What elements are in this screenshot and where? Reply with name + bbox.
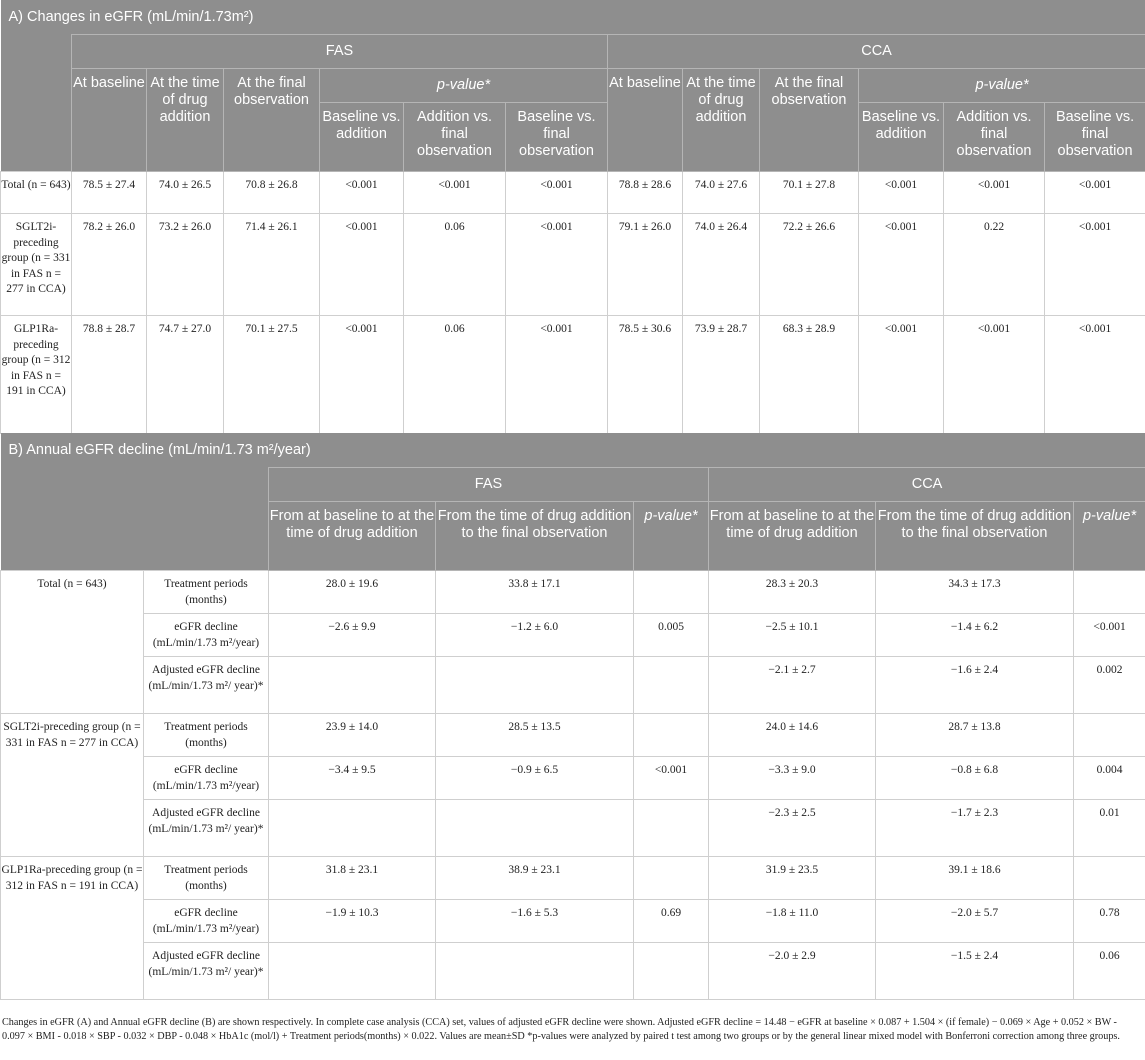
cell xyxy=(436,943,634,1000)
cell: −2.6 ± 9.9 xyxy=(269,614,436,657)
cell: 31.9 ± 23.5 xyxy=(709,857,876,900)
cell xyxy=(634,657,709,714)
cell: <0.001 xyxy=(859,214,944,316)
cell: −2.5 ± 10.1 xyxy=(709,614,876,657)
metric-label: eGFR decline (mL/min/1.73 m²/year) xyxy=(144,900,269,943)
header-blank xyxy=(1,35,72,172)
table-row xyxy=(1,614,1145,657)
cell: 0.69 xyxy=(634,900,709,943)
cell xyxy=(634,943,709,1000)
cell: −0.8 ± 6.8 xyxy=(876,757,1074,800)
metric-label: Adjusted eGFR decline (mL/min/1.73 m²/ year)* xyxy=(144,657,269,714)
cell: <0.001 xyxy=(320,316,404,434)
cell: 31.8 ± 23.1 xyxy=(269,857,436,900)
cell: 78.8 ± 28.7 xyxy=(72,316,147,434)
header-fas-pv-base-final: Baseline vs. final observation xyxy=(506,103,608,172)
cell: −1.5 ± 2.4 xyxy=(876,943,1074,1000)
row-label: Total (n = 643) xyxy=(1,172,72,214)
group-label: GLP1Ra-preceding group (n = 312 in FAS n = 191 in CCA) xyxy=(1,857,144,1000)
metric-label: eGFR decline (mL/min/1.73 m²/year) xyxy=(144,757,269,800)
cell: −2.0 ± 2.9 xyxy=(709,943,876,1000)
group-label: SGLT2i-preceding group (n = 331 in FAS n = 277 in CCA) xyxy=(1,714,144,857)
row-label: GLP1Ra-preceding group (n = 312 in FAS n = 191 in CCA) xyxy=(1,316,72,434)
cell xyxy=(634,714,709,757)
cell: −2.3 ± 2.5 xyxy=(709,800,876,857)
metric-label: Adjusted eGFR decline (mL/min/1.73 m²/ year)* xyxy=(144,943,269,1000)
cell: 24.0 ± 14.6 xyxy=(709,714,876,757)
header-cca-pvalue: p-value* xyxy=(1074,502,1145,571)
cell: 78.5 ± 27.4 xyxy=(72,172,147,214)
header-fas-pv-add-final: Addition vs. final observation xyxy=(404,103,506,172)
cell xyxy=(634,571,709,614)
cell xyxy=(436,657,634,714)
cell: 28.5 ± 13.5 xyxy=(436,714,634,757)
header-cca-pv-base-add: Baseline vs. addition xyxy=(859,103,944,172)
cell: 71.4 ± 26.1 xyxy=(224,214,320,316)
cell: <0.001 xyxy=(320,214,404,316)
cell: 74.0 ± 26.4 xyxy=(683,214,760,316)
cell: −1.2 ± 6.0 xyxy=(436,614,634,657)
cell: <0.001 xyxy=(506,316,608,434)
cell: −1.8 ± 11.0 xyxy=(709,900,876,943)
cell: <0.001 xyxy=(506,172,608,214)
cell xyxy=(269,800,436,857)
cell: 28.0 ± 19.6 xyxy=(269,571,436,614)
row-label: SGLT2i-preceding group (n = 331 in FAS n = 277 in CCA) xyxy=(1,214,72,316)
cell: 78.8 ± 28.6 xyxy=(608,172,683,214)
cell: 73.9 ± 28.7 xyxy=(683,316,760,434)
header-blank xyxy=(1,468,269,571)
cell: 70.8 ± 26.8 xyxy=(224,172,320,214)
header-fas-baseline: At baseline xyxy=(72,69,147,172)
cell: −0.9 ± 6.5 xyxy=(436,757,634,800)
cell: <0.001 xyxy=(1045,316,1145,434)
cell: 33.8 ± 17.1 xyxy=(436,571,634,614)
metric-label: Treatment periods (months) xyxy=(144,857,269,900)
cell: −1.4 ± 6.2 xyxy=(876,614,1074,657)
header-cca-period1: From at baseline to at the time of drug addition xyxy=(709,502,876,571)
cell xyxy=(1074,857,1145,900)
cell: 0.78 xyxy=(1074,900,1145,943)
table-row xyxy=(1,857,1145,900)
cell xyxy=(1074,571,1145,614)
cell: −3.4 ± 9.5 xyxy=(269,757,436,800)
header-fas: FAS xyxy=(269,468,709,502)
cell: −1.7 ± 2.3 xyxy=(876,800,1074,857)
table-row xyxy=(1,316,1145,434)
cell: −1.6 ± 5.3 xyxy=(436,900,634,943)
cell: <0.001 xyxy=(944,172,1045,214)
cell: 68.3 ± 28.9 xyxy=(760,316,859,434)
cell: 0.005 xyxy=(634,614,709,657)
cell xyxy=(269,657,436,714)
header-fas-period1: From at baseline to at the time of drug addition xyxy=(269,502,436,571)
cell: <0.001 xyxy=(1045,214,1145,316)
cell: −1.9 ± 10.3 xyxy=(269,900,436,943)
header-cca-period2: From the time of drug addition to the final observation xyxy=(876,502,1074,571)
metric-label: Adjusted eGFR decline (mL/min/1.73 m²/ year)* xyxy=(144,800,269,857)
cell: 28.7 ± 13.8 xyxy=(876,714,1074,757)
cell: 23.9 ± 14.0 xyxy=(269,714,436,757)
cell: 0.004 xyxy=(1074,757,1145,800)
cell: 0.22 xyxy=(944,214,1045,316)
cell: −3.3 ± 9.0 xyxy=(709,757,876,800)
cell: 78.5 ± 30.6 xyxy=(608,316,683,434)
table-row xyxy=(1,943,1145,1000)
header-fas-addition: At the time of drug addition xyxy=(147,69,224,172)
table-row xyxy=(1,214,1145,316)
cell: 0.06 xyxy=(404,214,506,316)
table-row xyxy=(1,172,1145,214)
cell: 0.06 xyxy=(404,316,506,434)
cell: <0.001 xyxy=(859,172,944,214)
header-cca-addition: At the time of drug addition xyxy=(683,69,760,172)
header-cca-pvalue: p-value* xyxy=(859,69,1145,103)
cell: −2.1 ± 2.7 xyxy=(709,657,876,714)
metric-label: Treatment periods (months) xyxy=(144,714,269,757)
header-fas-pvalue: p-value* xyxy=(634,502,709,571)
header-cca-pv-base-final: Baseline vs. final observation xyxy=(1045,103,1145,172)
table-row xyxy=(1,657,1145,714)
cell: 74.0 ± 26.5 xyxy=(147,172,224,214)
table-annual-egfr-decline xyxy=(0,433,1145,1000)
metric-label: Treatment periods (months) xyxy=(144,571,269,614)
header-cca: CCA xyxy=(709,468,1145,502)
cell: 78.2 ± 26.0 xyxy=(72,214,147,316)
cell: 0.002 xyxy=(1074,657,1145,714)
header-fas-pvalue: p-value* xyxy=(320,69,608,103)
section-a-title: A) Changes in eGFR (mL/min/1.73m²) xyxy=(1,0,1145,35)
cell xyxy=(436,800,634,857)
table-row xyxy=(1,900,1145,943)
cell xyxy=(634,857,709,900)
header-fas-pv-base-add: Baseline vs. addition xyxy=(320,103,404,172)
cell: 39.1 ± 18.6 xyxy=(876,857,1074,900)
header-fas-period2: From the time of drug addition to the final observation xyxy=(436,502,634,571)
cell: 28.3 ± 20.3 xyxy=(709,571,876,614)
cell: 0.06 xyxy=(1074,943,1145,1000)
cell: <0.001 xyxy=(404,172,506,214)
cell: 74.7 ± 27.0 xyxy=(147,316,224,434)
header-cca-baseline: At baseline xyxy=(608,69,683,172)
cell: −2.0 ± 5.7 xyxy=(876,900,1074,943)
header-fas-final: At the final observation xyxy=(224,69,320,172)
cell: 74.0 ± 27.6 xyxy=(683,172,760,214)
header-cca-final: At the final observation xyxy=(760,69,859,172)
cell xyxy=(269,943,436,1000)
cell: 72.2 ± 26.6 xyxy=(760,214,859,316)
cell xyxy=(634,800,709,857)
cell: <0.001 xyxy=(634,757,709,800)
cell: <0.001 xyxy=(859,316,944,434)
cell: 70.1 ± 27.5 xyxy=(224,316,320,434)
header-fas: FAS xyxy=(72,35,608,69)
table-row xyxy=(1,714,1145,757)
cell: 34.3 ± 17.3 xyxy=(876,571,1074,614)
cell: 38.9 ± 23.1 xyxy=(436,857,634,900)
header-cca: CCA xyxy=(608,35,1145,69)
cell xyxy=(1074,714,1145,757)
table-row xyxy=(1,800,1145,857)
cell: <0.001 xyxy=(944,316,1045,434)
cell: 73.2 ± 26.0 xyxy=(147,214,224,316)
group-label: Total (n = 643) xyxy=(1,571,144,714)
cell: 79.1 ± 26.0 xyxy=(608,214,683,316)
table-row xyxy=(1,757,1145,800)
cell: −1.6 ± 2.4 xyxy=(876,657,1074,714)
header-cca-pv-add-final: Addition vs. final observation xyxy=(944,103,1045,172)
cell: 0.01 xyxy=(1074,800,1145,857)
section-b-title: B) Annual eGFR decline (mL/min/1.73 m²/year) xyxy=(1,433,1145,468)
cell: 70.1 ± 27.8 xyxy=(760,172,859,214)
table-egfr-changes xyxy=(0,0,1145,434)
cell: <0.001 xyxy=(1045,172,1145,214)
table-footnote: Changes in eGFR (A) and Annual eGFR decline (B) are shown respectively. In complete case analysis (CCA) set, values of adjusted eGFR decline were shown. Adjusted eGFR decline = 14.48 − eGFR at baseline × 0.087 + 1.504 × (if female) − 0.069 × Age + 0.052 × BW - 0.097 × BMI - 0.018 × SBP - 0.032 × DBP - 0.048 × HbA1c (mol/l) + Treatment periods(months) × 0.022. Values are mean±SD *p-values were analyzed by paired t test among two groups or by the general linear mixed model with Bonferroni correction among three groups. xyxy=(2,1017,1120,1042)
cell: <0.001 xyxy=(320,172,404,214)
cell: <0.001 xyxy=(506,214,608,316)
cell: <0.001 xyxy=(1074,614,1145,657)
table-row xyxy=(1,571,1145,614)
metric-label: eGFR decline (mL/min/1.73 m²/year) xyxy=(144,614,269,657)
